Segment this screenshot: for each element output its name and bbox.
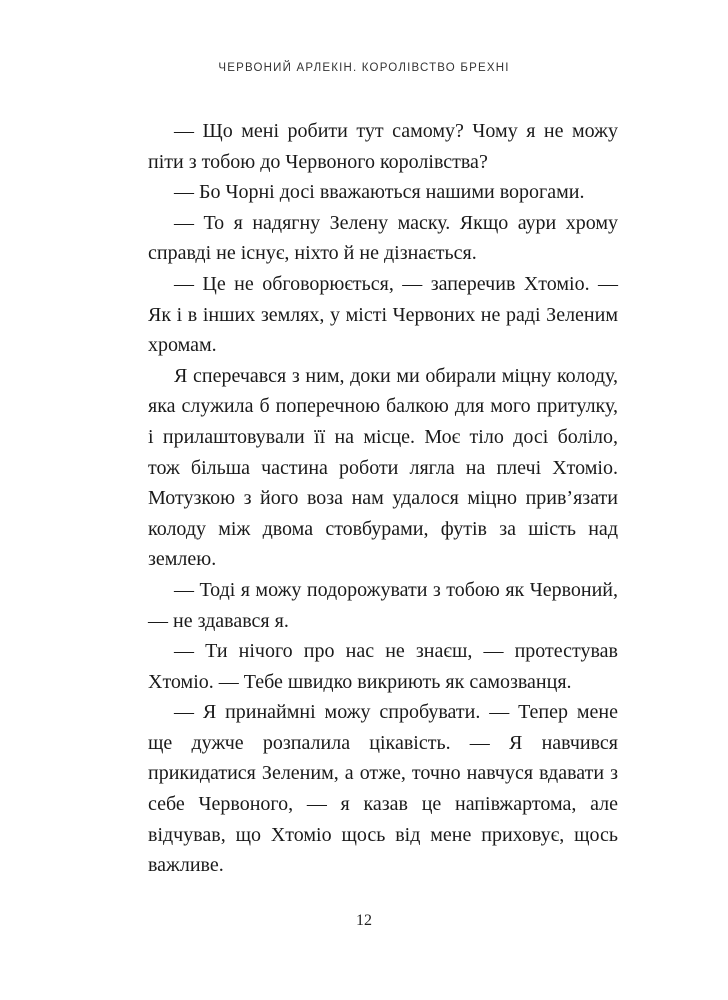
paragraph: — Бо Чорні досі вважаються нашими ворогами. [174,181,585,204]
paragraph: — Я принаймні можу спробувати. — Тепер мене ще дужче розпалила цікавість. — Я навчився прикидатися Зеленим, а отже, точно навчуся вдавати з себе Червоного, — я казав це напівжартома, але відчував, що Хтоміо щось від мене приховує, щось важливе. [148,701,618,877]
paragraph: — То я надягну Зелену маску. Якщо аури хрому справді не існує, ніхто й не дізнається. [148,211,618,265]
paragraph: — Це не обговорюється, — заперечив Хтоміо. — Як і в інших землях, у місті Червоних не раді Зеленим хромам. [148,272,618,357]
paragraph: — Тоді я можу подорожувати з тобою як Червоний, — не здавався я. [148,578,618,632]
running-header: ЧЕРВОНИЙ АРЛЕКІН. КОРОЛІВСТВО БРЕХНІ [218,62,510,74]
paragraph: — Ти нічого про нас не знаєш, — протестував Хтоміо. — Тебе швидко викриють як самозванця. [148,640,618,693]
page-number: 12 [356,912,372,929]
paragraph: Я сперечався з ним, доки ми обирали міцну колоду, яка служила б поперечною балкою для мого притулку, і прилаштовували її на місце. Моє тіло досі боліло, тож більша частина роботи лягла на плечі Хтоміо. Мотузкою з його воза нам удалося міцно прив’язати колоду між двома стовбурами, футів за шість над землею. [148,364,618,571]
body-text [148,116,618,881]
paragraph: — Що мені робити тут самому? Чому я не можу піти з тобою до Червоного королівства? [148,120,618,173]
